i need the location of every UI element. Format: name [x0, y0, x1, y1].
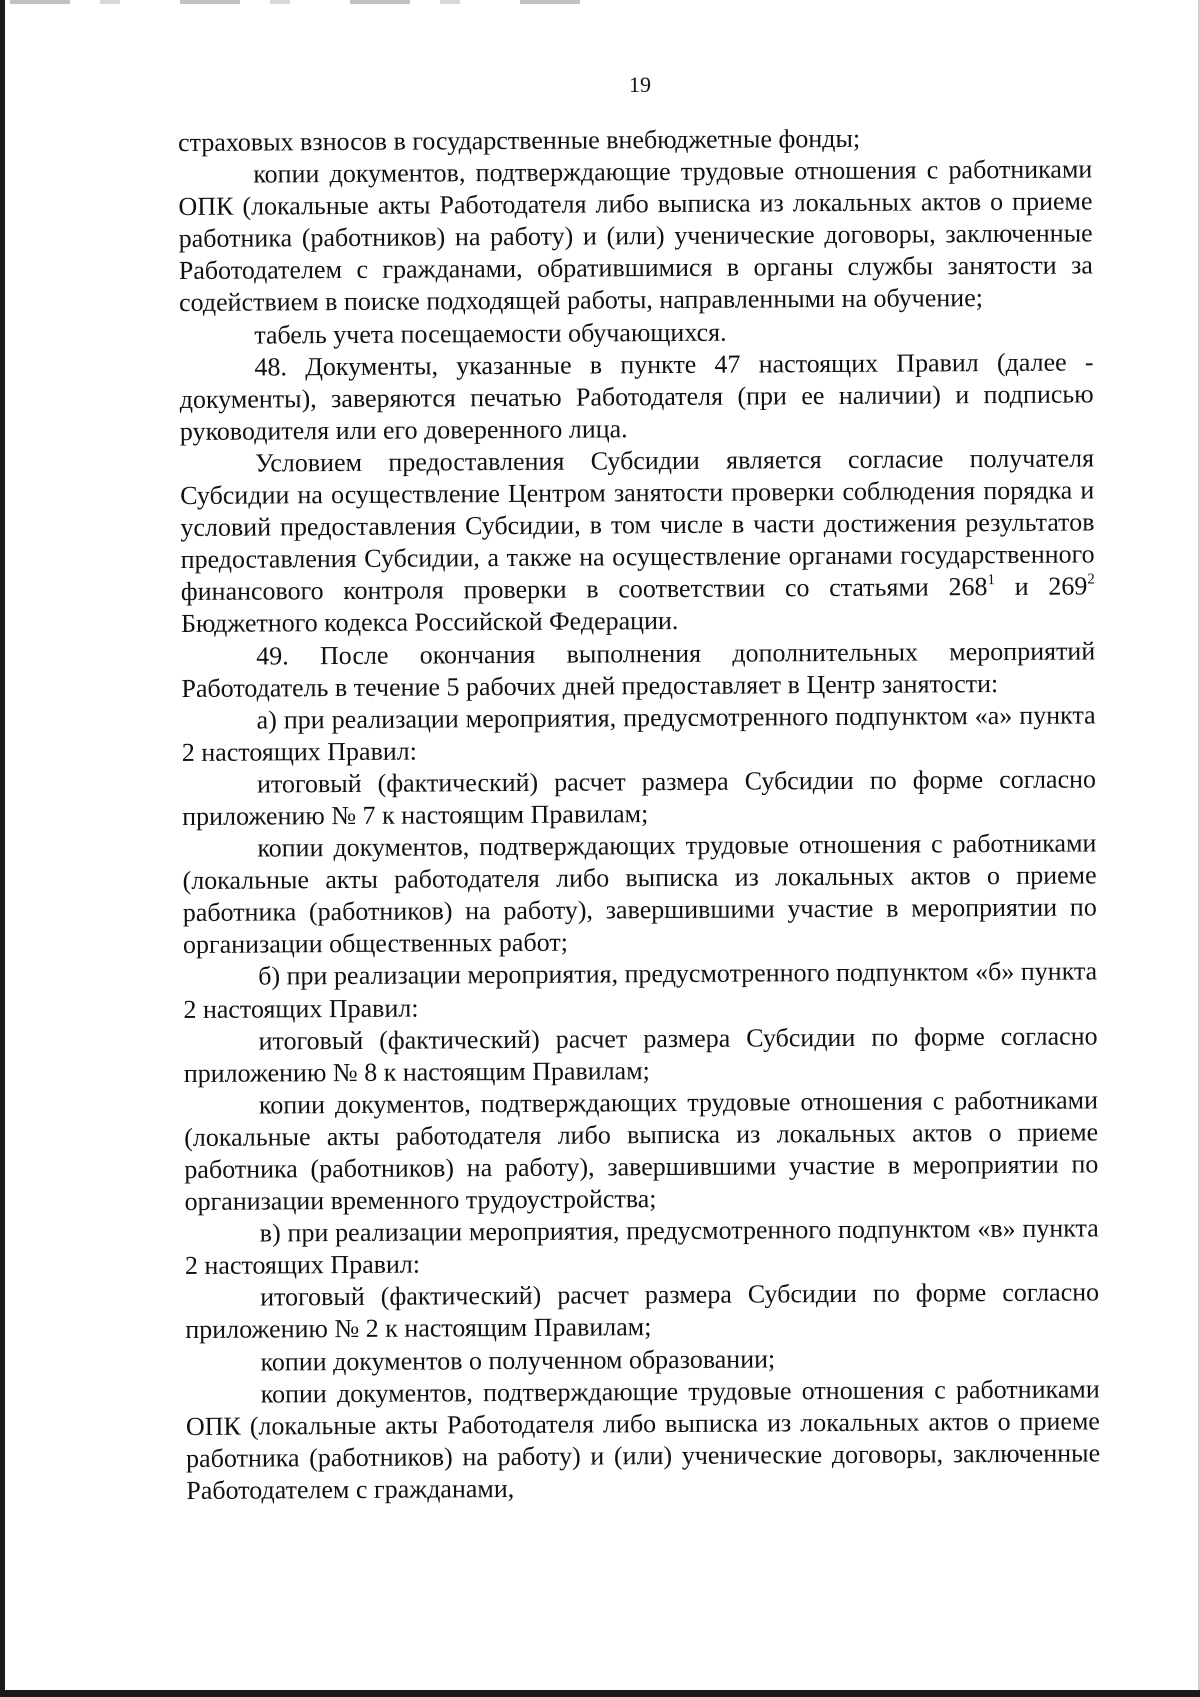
paragraph: 48. Документы, указанные в пункте 47 настоящих Правил (далее - документы), заверяются печатью Работодателя (при ее наличии) и подписью руководителя или его доверенного лица. [179, 347, 1094, 446]
paragraph: а) при реализации мероприятия, предусмотренного подпунктом «а» пункта 2 настоящих Правил: [181, 700, 1096, 767]
paragraph: страховых взносов в государственные внебюджетные фонды; [178, 123, 861, 157]
article-superscript: 1 [987, 572, 996, 589]
paragraph: копии документов, подтверждающие трудовые отношения с работниками ОПК (локальные акты Работодателя либо выписка из локальных актов о приеме работника (работников) на работу) и (или) ученические договоры, заключенные Работодателем с гражданами, [185, 1374, 1101, 1505]
paragraph: копии документов о полученном образовании; [260, 1343, 776, 1377]
article-number: 269 [1048, 571, 1088, 602]
paragraph: б) при реализации мероприятия, предусмотренного подпунктом «б» пункта 2 настоящих Правил: [183, 956, 1098, 1024]
paragraph-text: Бюджетного кодекса Российской Федерации. [180, 606, 679, 639]
paragraph: итоговый (фактический) расчет размера Субсидии по форме согласно приложению № 7 к настоящим Правилам; [182, 764, 1097, 831]
paragraph: копии документов, подтверждающих трудовые отношения с работниками (локальные акты работодателя либо выписка из локальных актов о приеме работника (работников) на работу), завершившими участие в мероприятии по организации общественных работ; [182, 828, 1097, 960]
paragraph: 49. После окончания выполнения дополнительных мероприятий Работодатель в течение 5 рабочих дней предоставляет в Центр занятости: [181, 635, 1096, 703]
paragraph-audit-condition [180, 442, 1095, 640]
scan-border-bottom [0, 1690, 1200, 1697]
scan-border-left [0, 0, 5, 1697]
paragraph: табель учета посещаемости обучающихся. [254, 317, 727, 350]
paragraph: итоговый (фактический) расчет размера Субсидии по форме согласно приложению № 8 к настоящим Правилам; [183, 1021, 1098, 1088]
document-body [178, 121, 1100, 1507]
paragraph: в) при реализации мероприятия, предусмотренного подпунктом «в» пункта 2 настоящих Правил: [184, 1213, 1099, 1281]
article-number: 268 [948, 572, 988, 602]
paragraph: копии документов, подтверждающие трудовые отношения с работниками ОПК (локальные акты Работодателя либо выписка из локальных актов о приеме работника (работников) на работу) и (или) ученические договоры, заключенные Работодателем с гражданами, обратившимися в органы службы занятости за содействием в поиске подходящей работы, направленными на обучение; [178, 154, 1093, 318]
article-superscript: 2 [1087, 571, 1095, 588]
paragraph: итоговый (фактический) расчет размера Субсидии по форме согласно приложению № 2 к настоящим Правилам; [185, 1277, 1100, 1345]
page-number: 19 [629, 72, 651, 97]
paragraph-text: и [994, 572, 1049, 602]
scan-top-marks [10, 0, 610, 4]
paragraph: копии документов, подтверждающих трудовые отношения с работниками (локальные акты работодателя либо выписка из локальных актов о приеме работника (работников) на работу), завершившими участие в мероприятии по организации временного трудоустройства; [184, 1085, 1099, 1217]
paragraph-text: Условием предоставления Субсидии является согласие получателя Субсидии на осуществление Центром занятости проверки соблюдения порядка и условий предоставления Субсидии, в том числе в части достижения результатов предоставления Субсидии, а также на осуществление органами государственного финансового контроля проверки в соответствии со статьями [180, 443, 1095, 607]
